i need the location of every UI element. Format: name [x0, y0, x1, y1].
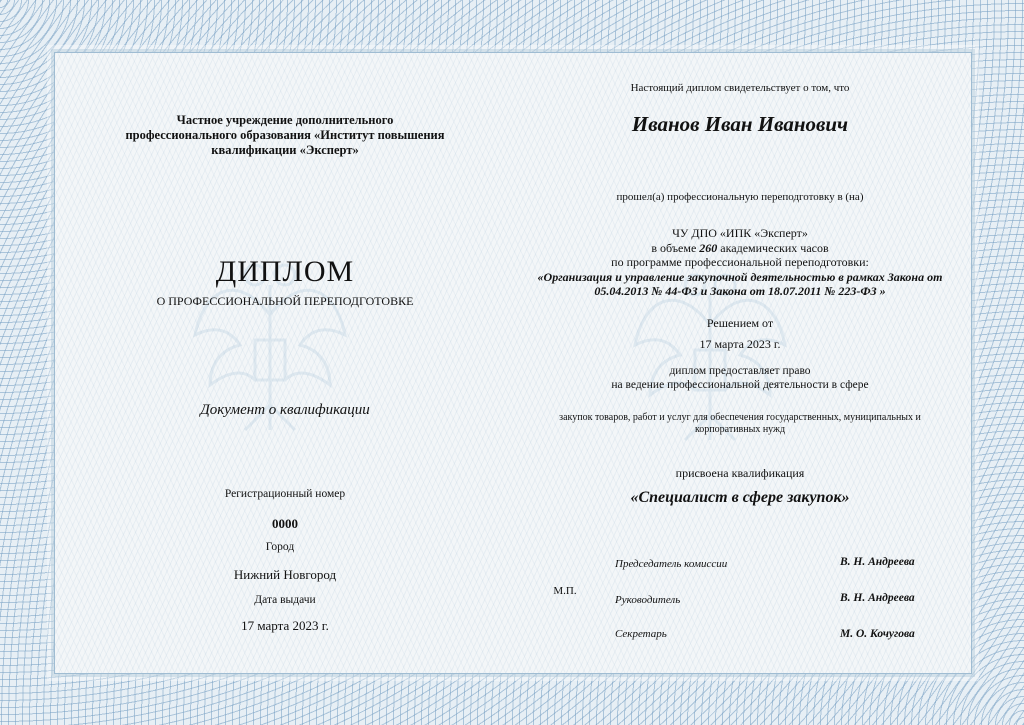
- qualification-value: «Специалист в сфере закупок»: [630, 489, 850, 506]
- registration-label: Регистрационный номер: [224, 488, 346, 500]
- stamp-place: М.П.: [553, 585, 577, 597]
- grants-line: на ведение профессиональной деятельности в сфере: [611, 379, 869, 391]
- program-name-line: 05.04.2013 № 44-ФЗ и Закона от 18.07.2011 № 223-ФЗ »: [594, 284, 886, 298]
- institution-name: [100, 113, 470, 158]
- person-name: Иванов Иван Иванович: [631, 112, 849, 136]
- signature-role-chair: Председатель комиссии: [615, 558, 728, 570]
- certify-text: Настоящий диплом свидетельствует о том, что: [630, 82, 850, 94]
- signature-name-head: В. Н. Андреева: [840, 592, 915, 604]
- hours-prefix: в объеме: [651, 240, 700, 255]
- sphere-line: корпоративных нужд: [694, 424, 786, 435]
- document-type: Документ о квалификации: [200, 402, 370, 418]
- program-block: [510, 226, 970, 299]
- registration-number: 0000: [272, 516, 298, 531]
- decision-label: Решением от: [706, 316, 774, 330]
- hours-value: 260: [699, 240, 718, 255]
- hours-suffix: академических часов: [717, 240, 829, 255]
- program-name-line: «Организация и управление закупочной деятельностью в рамках Закона от: [537, 269, 943, 284]
- city-value: Нижний Новгород: [233, 567, 337, 582]
- organization-name: ЧУ ДПО «ИПК «Эксперт»: [672, 226, 808, 240]
- signature-role-secretary: Секретарь: [615, 628, 667, 640]
- diploma-title: ДИПЛОМ: [215, 255, 355, 288]
- issue-date-label: Дата выдачи: [254, 594, 316, 606]
- diploma-subtitle: О ПРОФЕССИОНАЛЬНОЙ ПЕРЕПОДГОТОВКЕ: [156, 294, 414, 308]
- institution-line: Частное учреждение дополнительного: [176, 113, 394, 127]
- qualification-label: присвоена квалификация: [675, 466, 805, 480]
- grants-text: [540, 364, 940, 392]
- completed-text: прошел(а) профессиональную переподготовку в (на): [616, 191, 864, 203]
- sphere-text: [520, 412, 960, 436]
- signature-name-secretary: М. О. Кочугова: [840, 628, 915, 640]
- signature-name-chair: В. Н. Андреева: [840, 556, 915, 568]
- signature-role-head: Руководитель: [615, 594, 681, 606]
- city-label: Город: [265, 541, 295, 553]
- issue-date-value: 17 марта 2023 г.: [241, 618, 329, 633]
- institution-line: профессионального образования «Институт повышения: [125, 128, 445, 142]
- sphere-line: закупок товаров, работ и услуг для обеспечения государственных, муниципальных и: [559, 412, 921, 423]
- program-label: по программе профессиональной переподготовки:: [611, 255, 869, 269]
- decision-date: 17 марта 2023 г.: [699, 337, 781, 351]
- hours-line: [510, 241, 970, 256]
- grants-line: диплом предоставляет право: [669, 365, 811, 377]
- institution-line: квалификации «Эксперт»: [211, 143, 359, 157]
